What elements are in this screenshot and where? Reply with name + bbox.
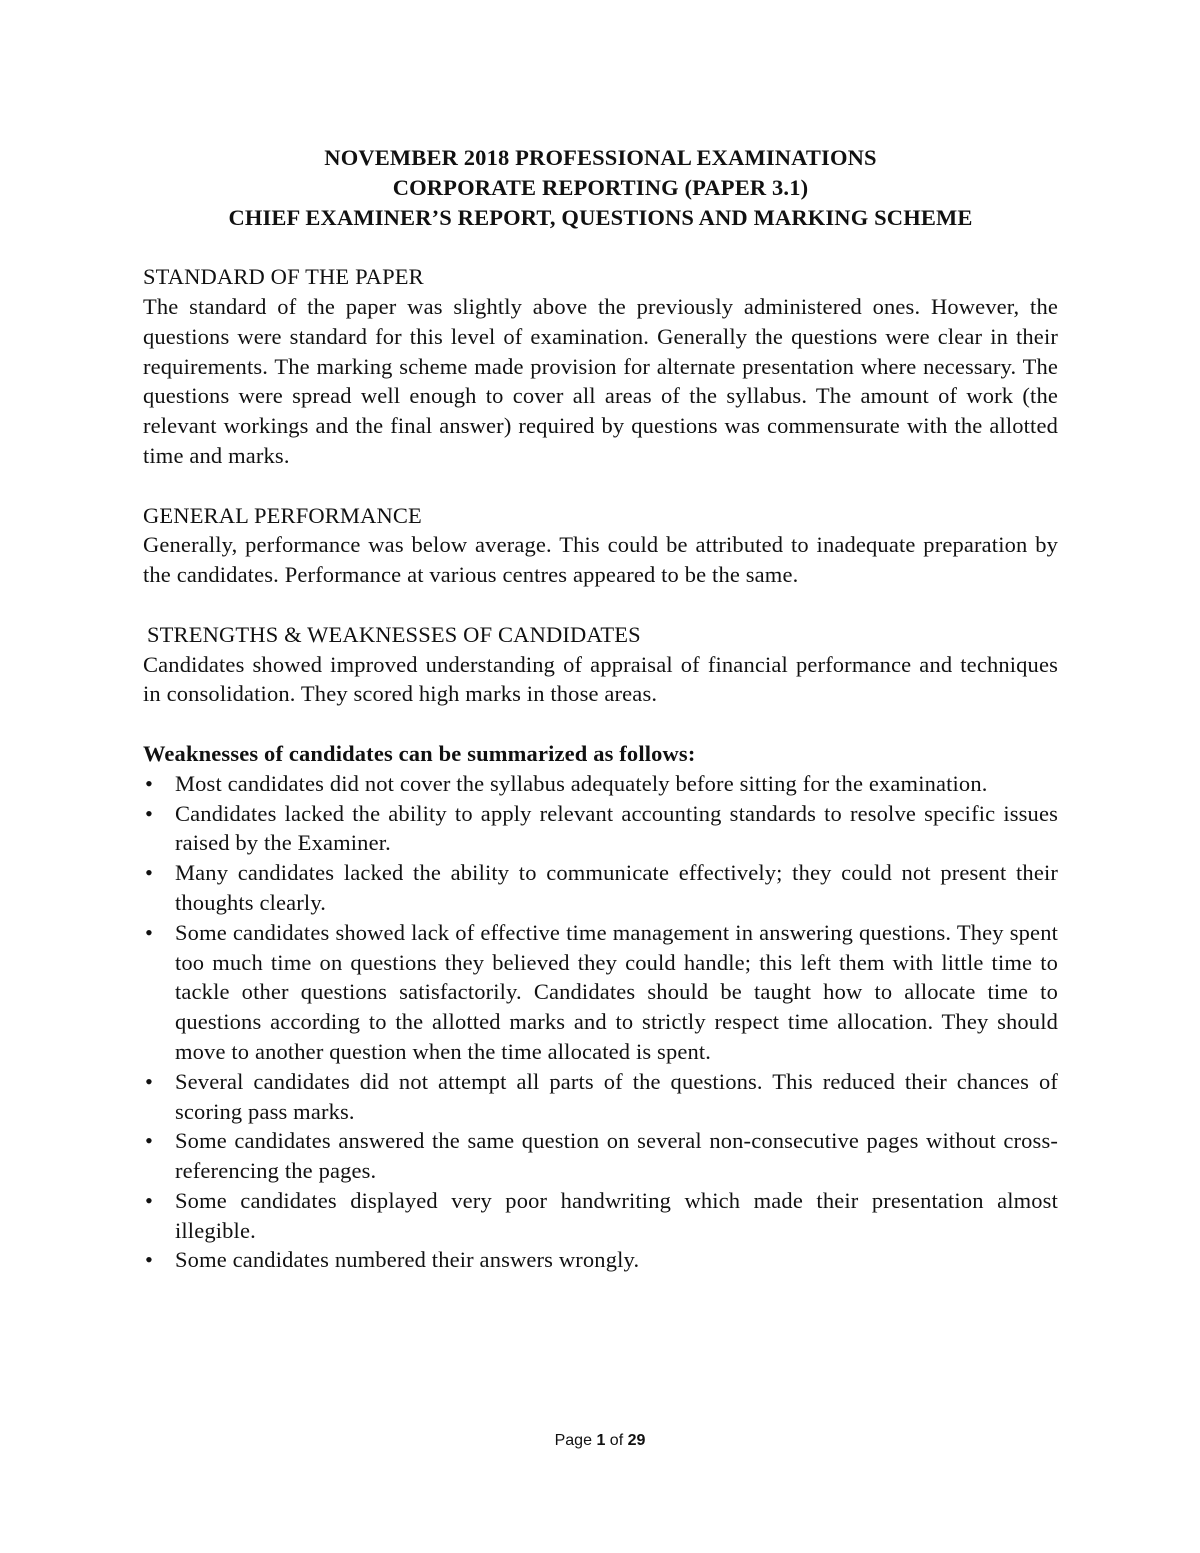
- strengths-text: Candidates showed improved understanding of appraisal of financial performance and techniques in consolidation. They scored high marks in those areas.: [143, 651, 1058, 707]
- strengths-heading: STRENGTHS & WEAKNESSES OF CANDIDATES: [147, 621, 641, 647]
- bullet-icon: •: [145, 1068, 154, 1094]
- bullet-icon: •: [145, 1187, 154, 1213]
- bullet-icon: •: [145, 770, 154, 796]
- page-total: 29: [627, 1432, 646, 1449]
- general-heading: GENERAL PERFORMANCE: [143, 502, 422, 528]
- paper-title: CORPORATE REPORTING (PAPER 3.1): [392, 174, 809, 200]
- bullet-icon: •: [145, 1128, 154, 1154]
- list-item: • Some candidates showed lack of effective time management in answering questions. They spent too much time on questions they believed they could handle; this left them with little time to tackle other questions satisfactorily. Candidates should be taught how to allocate time to questions according to the allotted marks and to strictly respect time allocation. They should move to another question when the time allocated is spent.: [145, 919, 1058, 1064]
- document-page: [143, 143, 1058, 1275]
- weaknesses-list: [143, 769, 1058, 1276]
- page-number: 1: [596, 1432, 606, 1449]
- weaknesses-heading: Weaknesses of candidates can be summarized as follows:: [143, 740, 696, 766]
- exam-title: NOVEMBER 2018 PROFESSIONAL EXAMINATIONS: [324, 145, 877, 170]
- standard-heading: STANDARD OF THE PAPER: [143, 264, 424, 290]
- list-item: • Some candidates displayed very poor handwriting which made their presentation almost illegible.: [145, 1187, 1058, 1243]
- page-footer: Page 1 of 29: [554, 1432, 646, 1449]
- bullet-icon: •: [145, 860, 154, 886]
- list-item: • Most candidates did not cover the syllabus adequately before sitting for the examination.: [143, 769, 1058, 799]
- list-item: • Several candidates did not attempt all parts of the questions. This reduced their chances of scoring pass marks.: [145, 1068, 1058, 1124]
- list-item: • Candidates lacked the ability to apply relevant accounting standards to resolve specific issues raised by the Examiner.: [145, 800, 1058, 856]
- list-item: • Many candidates lacked the ability to communicate effectively; they could not present their thoughts clearly.: [145, 860, 1058, 915]
- bullet-icon: •: [145, 1247, 154, 1273]
- report-title: CHIEF EXAMINER’S REPORT, QUESTIONS AND MARKING SCHEME: [228, 204, 973, 230]
- standard-text: The standard of the paper was slightly above the previously administered ones. However, the questions were standard for this level of examination. Generally the questions were clear in their requirements. The marking scheme made provision for alternate presentation where necessary. The questions were spread well enough to cover all areas of the syllabus. The amount of work (the relevant workings and the final answer) required by questions was commensurate with the allotted time and marks.: [143, 293, 1058, 468]
- bullet-icon: •: [145, 919, 154, 945]
- general-text: Generally, performance was below average. This could be attributed to inadequate preparation by the candidates. Performance at various centres appeared to be the same.: [143, 532, 1058, 588]
- list-item: • Some candidates answered the same question on several non-consecutive pages without cross-referencing the pages.: [145, 1128, 1058, 1184]
- bullet-icon: •: [145, 800, 154, 826]
- list-item: • Some candidates numbered their answers wrongly.: [143, 1245, 1058, 1275]
